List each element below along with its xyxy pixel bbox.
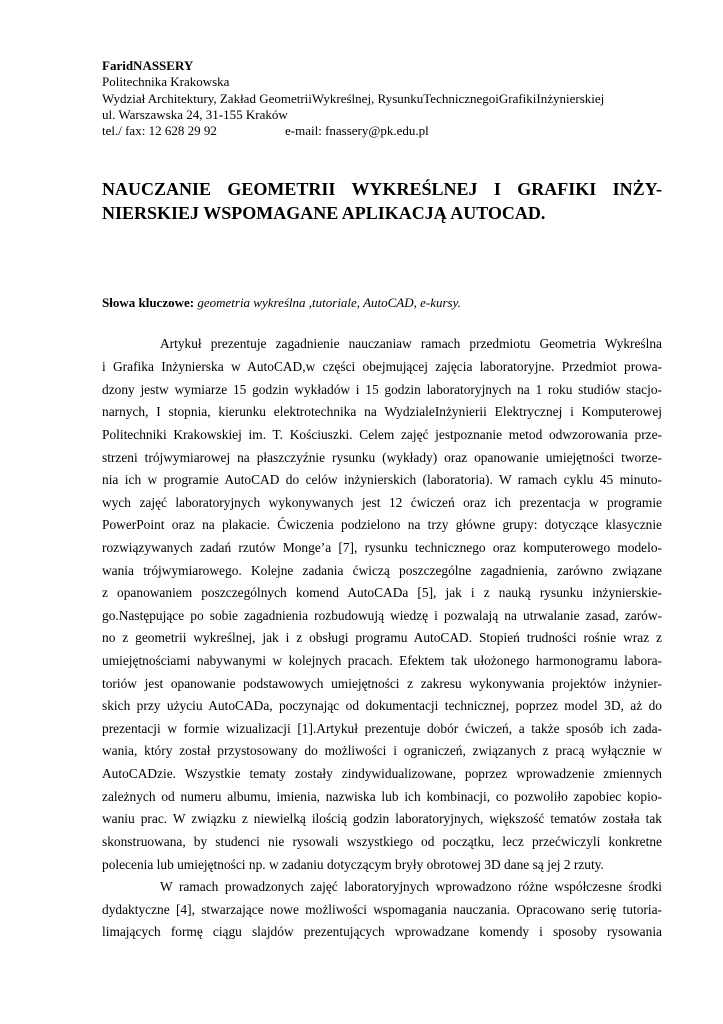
keywords-values: geometria wykreślna ,tutoriale, AutoCAD, e-kursy. <box>197 295 461 311</box>
author-block <box>102 58 662 139</box>
body-paragraph-1 <box>102 333 662 876</box>
body-paragraph-2 <box>102 876 662 944</box>
address: ul. Warszawska 24, 31-155 Kraków <box>102 106 288 122</box>
text-line: narnych, I stopnia, kierunku elektrotechnika na WydzialeInżynierii Elektrycznej i Komputerowej <box>102 404 662 420</box>
text-line: Politechniki Krakowskiej im. T. Kościuszki. Celem zajęć jestpoznanie metod odwzorowania prze- <box>102 426 662 442</box>
text-line: limających formę ciągu slajdów prezentujących wprowadzane komendy i sposoby rysowania <box>102 924 662 940</box>
text-line: wania, który został przystosowany do możliwości i ograniczeń, związanych z pracą wyłącznie w <box>102 743 662 759</box>
text-line: i Grafika Inżynierska w AutoCAD,w części obejmującej zajęcia laboratoryjne. Przedmiot prowa- <box>102 359 662 375</box>
phone-fax: tel./ fax: 12 628 29 92 <box>102 123 217 139</box>
institution: Politechnika Krakowska <box>102 74 230 90</box>
text-line: wych zajęć laboratoryjnych wykonywanych jest 12 ćwiczeń oraz ich prezentacja w programie <box>102 494 662 510</box>
text-line: umiejętnościami nabywanymi w kolejnych pracach. Efektem tak ułożonego harmonogramu labora- <box>102 653 662 669</box>
text-line: skonstruowana, by studenci nie rysowali wszystkiego od początku, lecz przećwiczyli konkretne <box>102 833 662 849</box>
text-line: waniu prac. W związku z niewielką ilością godzin laboratoryjnych, większość tematów została tak <box>102 811 662 827</box>
title-line-1: NAUCZANIE GEOMETRII WYKREŚLNEJ I GRAFIKI INŻY- <box>102 179 662 200</box>
text-line: strzeni trójwymiarowej na płaszczyźnie rysunku (wykłady) oraz opanowanie umiejętności tworze- <box>102 449 662 465</box>
text-line: Artykuł prezentuje zagadnienie nauczaniaw ramach przedmiotu Geometria Wykreślna <box>160 336 662 352</box>
text-line: skich przy użyciu AutoCADa, poczynając od dokumentacji technicznej, poprzez model 3D, aż do <box>102 698 662 714</box>
text-line: rozwiązywanych zadań rzutów Monge’a [7], rysunku technicznego oraz komputerowego modelo- <box>102 539 662 555</box>
text-line: AutoCADzie. Wszystkie tematy zostały zindywidualizowane, poprzez wprowadzenie zmiennych <box>102 766 662 782</box>
keywords <box>102 295 662 311</box>
text-line: polecenia lub umiejętności np. w zadaniu dotyczącym bryły obrotowej 3D dane są jej 2 rzuty. <box>102 856 604 872</box>
title-line-2: NIERSKIEJ WSPOMAGANE APLIKACJĄ AUTOCAD. <box>102 203 546 224</box>
text-line: prezentacji w formie wizualizacji [1].Artykuł prezentuje dobór ćwiczeń, a także sposób ich zada- <box>102 720 662 736</box>
text-line: toriów jest opanowanie podstawowych umiejętności z zakresu wykonywania projektów inżynier- <box>102 675 662 691</box>
document-page <box>102 58 662 944</box>
text-line: nia ich w programie AutoCAD do celów inżynierskich (laboratoria). W ramach cyklu 45 minuto- <box>102 472 662 488</box>
keywords-label: Słowa kluczowe: <box>102 295 195 311</box>
text-line: dzony jestw wymiarze 15 godzin wykładów i 15 godzin laboratoryjnych na 1 roku studiów stacjo- <box>102 381 662 397</box>
text-line: zależnych od numeru albumu, imienia, nazwiska lub ich kombinacji, co pozwoliło zapobiec kopio- <box>102 788 662 804</box>
text-line: wania trójwymiarowego. Kolejne zadania ćwiczą poszczególne zagadnienia, zarówno związane <box>102 562 662 578</box>
text-line: z opanowaniem poszczególnych komend AutoCADa [5], jak i z nauką rysunku inżynierskie- <box>102 585 662 601</box>
text-line: no z geometrii wykreślnej, jak i z obsługi programu AutoCAD. Stopień trudności rośnie wraz z <box>102 630 662 646</box>
text-line: W ramach prowadzonych zajęć laboratoryjnych wprowadzono różne współczesne środki <box>160 879 662 895</box>
text-line: go.Następujące po sobie zagadnienia rozbudowują wiedzę i pozwalają na utrwalanie zasad, zarów- <box>102 607 662 623</box>
email: e-mail: fnassery@pk.edu.pl <box>285 123 429 139</box>
author-name: FaridNASSERY <box>102 58 194 73</box>
paper-title <box>102 177 662 225</box>
text-line: dydaktyczne [4], stwarzające nowe możliwości wspomagania nauczania. Opracowano serię tutoria- <box>102 901 662 917</box>
department: Wydział Architektury, Zakład GeometriiWykreślnej, RysunkuTechnicznegoiGrafikiInżynierskiej <box>102 90 605 106</box>
text-line: PowerPoint oraz na plakacie. Ćwiczenia podzielono na trzy główne grupy: dotyczące klasycznie <box>102 517 662 533</box>
contact-line <box>102 123 662 139</box>
